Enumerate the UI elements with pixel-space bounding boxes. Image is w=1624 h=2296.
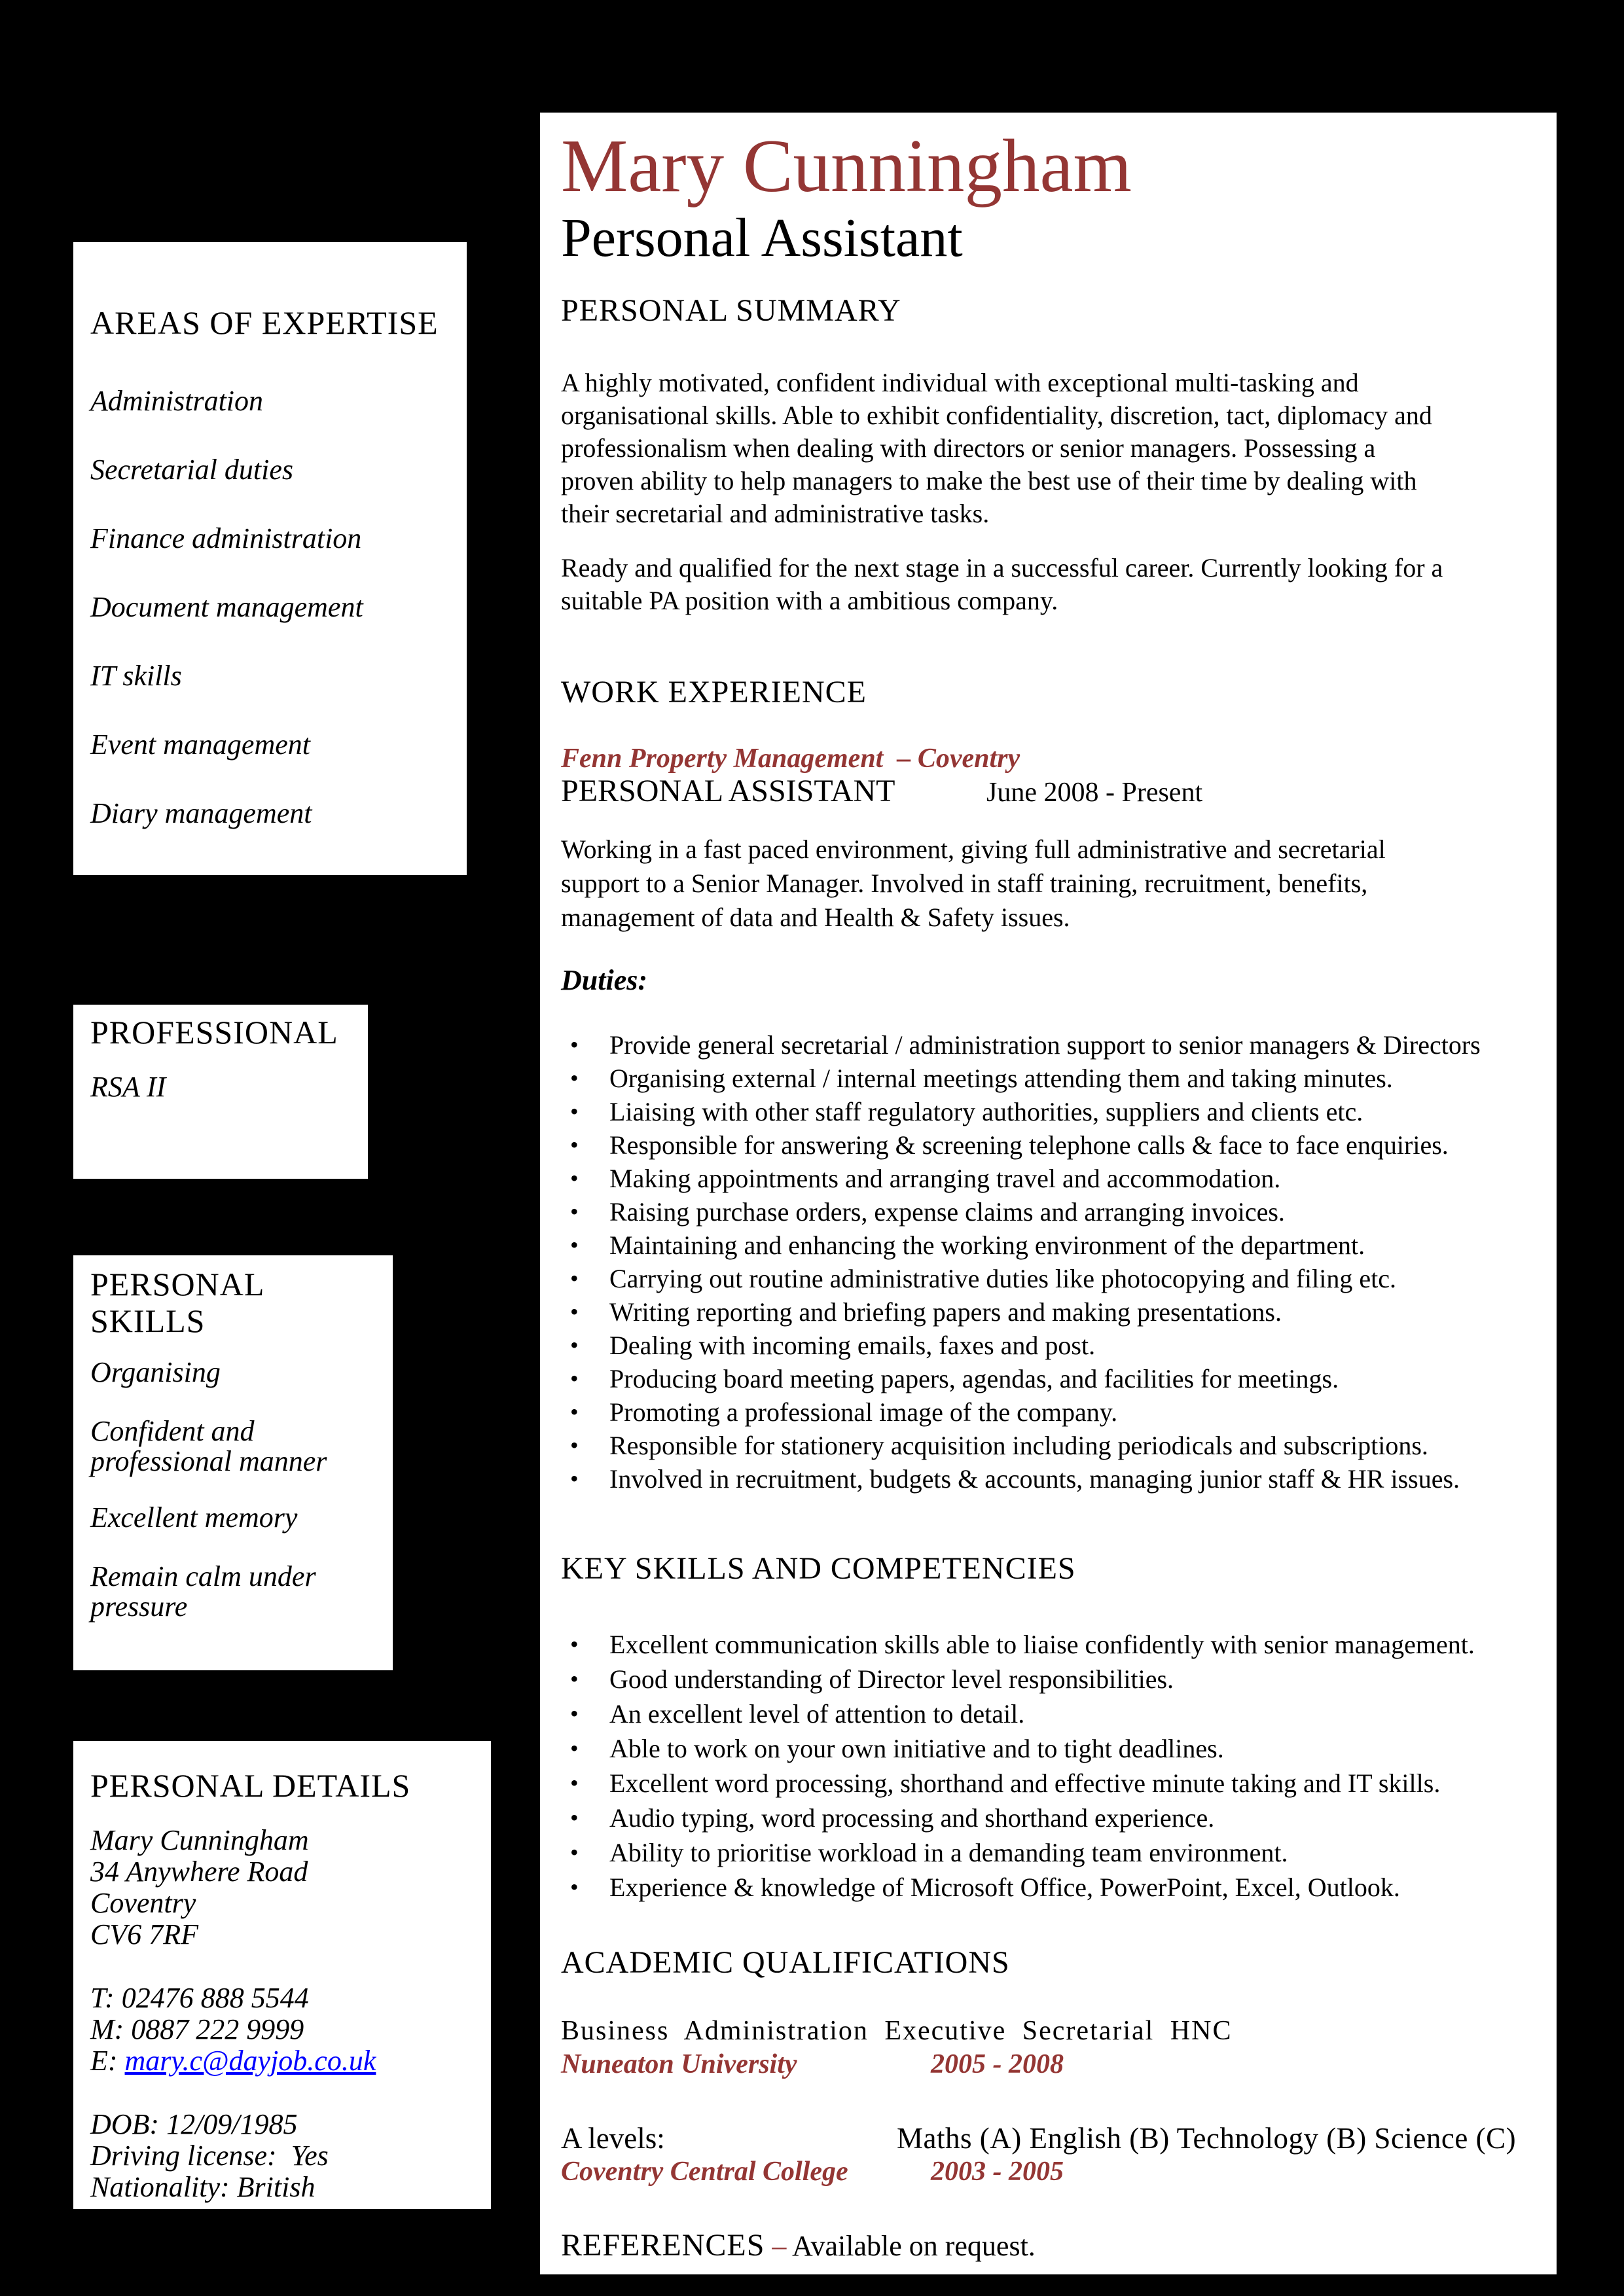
duty-item: • Producing board meeting papers, agendas, and facilities for meetings.: [561, 1362, 1537, 1395]
text-line: organisational skills. Able to exhibit confidentiality, discretion, tact, diplomacy and: [561, 401, 1432, 430]
list-item: Secretarial duties: [90, 454, 293, 486]
skill-bullet-item: • Able to work on your own initiative and to tight deadlines.: [561, 1731, 1537, 1766]
duty-item: • Writing reporting and briefing papers and making presentations.: [561, 1295, 1537, 1329]
skill-bullet-item: • An excellent level of attention to detail.: [561, 1696, 1537, 1731]
address-line: Coventry: [90, 1887, 196, 1919]
text-line: professionalism when dealing with directors or senior managers. Possessing a: [561, 433, 1376, 463]
university-line: [561, 2047, 1537, 2081]
driving-license-line: Driving license: Yes: [90, 2140, 329, 2172]
personal-skills-box: [73, 1255, 393, 1670]
college-dates: 2003 - 2005: [931, 2157, 1064, 2187]
text-line: proven ability to help managers to make the best use of their time by dealing with: [561, 466, 1417, 495]
qualification-line: Business Administration Executive Secretarial HNC: [561, 2016, 1233, 2046]
email-line: [90, 2045, 482, 2077]
duties-label: Duties:: [561, 964, 647, 996]
professional-box: [73, 1005, 368, 1179]
role-title: PERSONAL ASSISTANT: [561, 774, 895, 808]
role-line: [561, 774, 1537, 810]
nationality-line: Nationality: British: [90, 2171, 316, 2203]
dob-line: DOB: 12/09/1985: [90, 2108, 298, 2140]
text-line: management of data and Health & Safety issues.: [561, 903, 1070, 932]
skill-bullet-item: • Excellent word processing, shorthand and effective minute taking and IT skills.: [561, 1766, 1537, 1801]
phone-line: T: 02476 888 5544: [90, 1982, 309, 2014]
other-details-block: [90, 2109, 482, 2203]
personal-summary-heading: PERSONAL SUMMARY: [561, 293, 901, 328]
duty-item: • Responsible for answering & screening telephone calls & face to face enquiries.: [561, 1128, 1537, 1162]
skill-line: professional manner: [90, 1445, 327, 1477]
skill-item: [90, 1503, 384, 1533]
areas-of-expertise-heading: AREAS OF EXPERTISE: [90, 304, 439, 341]
summary-paragraph-2: [561, 552, 1537, 617]
duty-item: • Raising purchase orders, expense claims and arranging invoices.: [561, 1195, 1537, 1229]
skill-item: [90, 1357, 384, 1388]
key-skills-heading: KEY SKILLS AND COMPETENCIES: [561, 1551, 1076, 1586]
summary-paragraph-1: [561, 367, 1537, 530]
skill-line: Organising: [90, 1356, 221, 1388]
text-line: Ready and qualified for the next stage in a successful career. Currently looking for a: [561, 553, 1443, 583]
university-name: Nuneaton University: [561, 2049, 797, 2079]
address-block: [90, 1825, 482, 1950]
skill-line: Excellent memory: [90, 1501, 298, 1534]
areas-of-expertise-box: [73, 242, 467, 875]
duty-item: • Provide general secretarial / administration support to senior managers & Directors: [561, 1028, 1537, 1062]
duties-list: [561, 1028, 1537, 1496]
academic-qualifications-heading: ACADEMIC QUALIFICATIONS: [561, 1945, 1010, 1980]
duty-item: • Promoting a professional image of the company.: [561, 1395, 1537, 1429]
list-item: Diary management: [90, 797, 312, 829]
main-content-area: [540, 113, 1557, 2274]
duty-item: • Liaising with other staff regulatory authorities, suppliers and clients etc.: [561, 1095, 1537, 1128]
college-line: [561, 2155, 1537, 2189]
skill-item: [90, 1562, 384, 1622]
skill-item: [90, 1416, 384, 1477]
duty-item: • Organising external / internal meetings attending them and taking minutes.: [561, 1062, 1537, 1095]
skill-line: Confident and: [90, 1415, 255, 1447]
employer-line: Fenn Property Management – Coventry: [561, 744, 1020, 774]
text-line: their secretarial and administrative tasks.: [561, 499, 990, 528]
college-name: Coventry Central College: [561, 2157, 848, 2187]
references-line: [561, 2228, 1537, 2264]
areas-of-expertise-list: [90, 386, 458, 829]
work-experience-heading: WORK EXPERIENCE: [561, 675, 867, 709]
skill-line: Remain calm under: [90, 1560, 316, 1592]
skill-bullet-item: • Good understanding of Director level responsibilities.: [561, 1662, 1537, 1696]
personal-details-box: [73, 1741, 491, 2209]
text-line: support to a Senior Manager. Involved in staff training, recruitment, benefits,: [561, 869, 1368, 898]
skill-bullet-item: • Excellent communication skills able to liaise confidently with senior management.: [561, 1627, 1537, 1662]
duty-item: • Responsible for stationery acquisition including periodicals and subscriptions.: [561, 1429, 1537, 1462]
skill-bullet-item: • Experience & knowledge of Microsoft Office, PowerPoint, Excel, Outlook.: [561, 1870, 1537, 1905]
text-line: suitable PA position with a ambitious company.: [561, 586, 1058, 615]
text-line: Working in a fast paced environment, giving full administrative and secretarial: [561, 834, 1386, 864]
list-item: Finance administration: [90, 522, 362, 554]
a-levels-values: Maths (A) English (B) Technology (B) Science (C): [897, 2122, 1517, 2155]
address-line: CV6 7RF: [90, 1918, 198, 1950]
contact-block: [90, 1982, 482, 2077]
email-label: E:: [90, 2045, 118, 2077]
list-item: Event management: [90, 728, 310, 761]
references-dash: –: [772, 2230, 787, 2262]
mobile-line: M: 0887 222 9999: [90, 2013, 304, 2045]
personal-details-heading: PERSONAL DETAILS: [90, 1767, 411, 1804]
skill-bullet-item: • Audio typing, word processing and shorthand experience.: [561, 1801, 1537, 1835]
skill-line: pressure: [90, 1590, 188, 1623]
professional-item: RSA II: [90, 1071, 166, 1103]
list-item: Administration: [90, 385, 264, 417]
address-line: 34 Anywhere Road: [90, 1856, 308, 1888]
main-content-inner: [540, 113, 1557, 2264]
email-link[interactable]: mary.c@dayjob.co.uk: [124, 2045, 376, 2077]
candidate-name: Mary Cunningham: [561, 124, 1132, 207]
candidate-job-title: Personal Assistant: [561, 207, 963, 268]
duty-item: • Maintaining and enhancing the working environment of the department.: [561, 1229, 1537, 1262]
duty-item: • Making appointments and arranging travel and accommodation.: [561, 1162, 1537, 1195]
text-line: A highly motivated, confident individual with exceptional multi-tasking and: [561, 368, 1359, 397]
a-levels-label: A levels:: [561, 2122, 665, 2155]
personal-skills-heading: PERSONAL SKILLS: [90, 1266, 264, 1339]
employment-dates: June 2008 - Present: [986, 778, 1203, 808]
list-item: IT skills: [90, 660, 182, 692]
a-levels-line: [561, 2122, 1537, 2155]
list-item: Document management: [90, 591, 363, 623]
references-text: Available on request.: [791, 2230, 1036, 2262]
university-dates: 2005 - 2008: [931, 2049, 1064, 2079]
references-label: REFERENCES: [561, 2228, 765, 2263]
key-skills-list: [561, 1627, 1537, 1905]
professional-heading: PROFESSIONAL: [90, 1014, 338, 1050]
duty-item: • Carrying out routine administrative duties like photocopying and filing etc.: [561, 1262, 1537, 1295]
address-line: Mary Cunningham: [90, 1824, 309, 1856]
duty-item: • Dealing with incoming emails, faxes and post.: [561, 1329, 1537, 1362]
skill-bullet-item: • Ability to prioritise workload in a demanding team environment.: [561, 1835, 1537, 1870]
work-intro-paragraph: [561, 833, 1537, 935]
duty-item: • Involved in recruitment, budgets & accounts, managing junior staff & HR issues.: [561, 1462, 1537, 1496]
